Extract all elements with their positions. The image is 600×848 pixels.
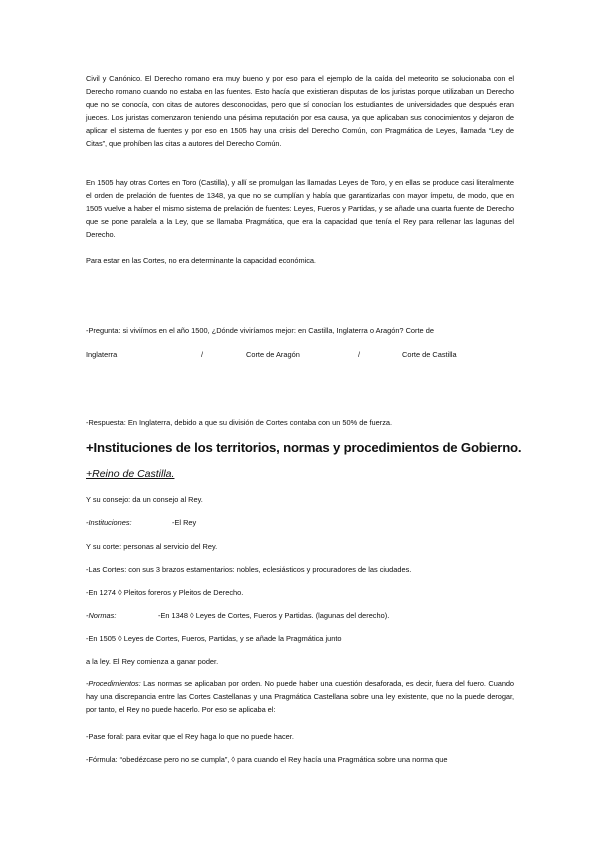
item-instituciones-value: -El Rey <box>172 518 197 527</box>
item-formula: -Fórmula: “obedézcase pero no se cumpla”, ◊ para cuando el Rey hacía una Pragmática sobre una norma que <box>86 755 448 764</box>
item-instituciones-label: -Instituciones: <box>86 518 132 527</box>
item-corte: Y su corte: personas al servicio del Rey. <box>86 542 218 551</box>
item-normas-label: -Normas: <box>86 611 117 620</box>
item-las-cortes: -Las Cortes: con sus 3 brazos estamentarios: nobles, eclesiásticos y procuradores de las ciudades. <box>86 565 412 574</box>
paragraph-cortes: Para estar en las Cortes, no era determinante la capacidad económica. <box>86 256 316 265</box>
question-line: -Pregunta: si viviímos en el año 1500, ¿Dónde viviríamos mejor: en Castilla, Inglaterra o Aragón? Corte de <box>86 326 434 335</box>
option-separator-2: / <box>358 350 361 359</box>
section-heading: +Instituciones de los territorios, normas y procedimientos de Gobierno. <box>86 440 522 455</box>
item-1505: -En 1505 ◊ Leyes de Cortes, Fueros, Partidas, y se añade la Pragmática junto <box>86 634 342 643</box>
option-inglaterra: Inglaterra <box>86 350 118 359</box>
item-1274: -En 1274 ◊ Pleitos foreros y Pleitos de Derecho. <box>86 588 244 597</box>
item-consejo: Y su consejo: da un consejo al Rey. <box>86 495 203 504</box>
option-castilla: Corte de Castilla <box>402 350 457 359</box>
item-normas-value: -En 1348 ◊ Leyes de Cortes, Fueros y Partidas. (lagunas del derecho). <box>158 611 390 620</box>
paragraph-leyes-de-toro: En 1505 hay otras Cortes en Toro (Castilla), y allí se promulgan las llamadas Leyes de Toro, y en ellas se produce casi literalmente el orden de prelación de fuentes de 1348, ya que no se cumplían y había que garantizarlas con mayor ímpetu, de modo, que en 1505 vuelve a haber el mismo sistema de prelación de fuentes: Leyes, Fueros y Partidas, y se añade una cuarta fuente de Derecho que se pone paralela a la Ley, que se llamaba Pragmática, que era la capacidad que tenía el Rey para rellenar las lagunas del Derecho. <box>86 178 514 239</box>
option-aragon: Corte de Aragón <box>246 350 300 359</box>
item-pase-foral: -Pase foral: para evitar que el Rey haga lo que no puede hacer. <box>86 732 294 741</box>
option-separator-1: / <box>201 350 204 359</box>
paragraph-derecho-romano: Civil y Canónico. El Derecho romano era muy bueno y por eso para el ejemplo de la caída del meteorito se solucionaba con el Derecho romano cuando no estaba en las fuentes. Esto hacía que existieran disputas de los juristas porque utilizaban un Derecho que no se conocía, con citas de autores desconocidas, pero que sí conocían los estudiantes de universidades que después eran jueces. Los juristas comenzaron teniendo una pésima reputación por esa causa, ya que aplicaban sus conocimientos y dejaron de aplicar el sistema de fuentes y por eso en 1505 hay una crisis del Derecho Común, con Pragmática de Leyes, llamada “Ley de Citas”, que prohíben las citas a autores del Derecho Común. <box>86 74 514 148</box>
subsection-heading: +Reino de Castilla. <box>86 468 175 480</box>
paragraph-procedimientos: -Procedimientos: Las normas se aplicaban por orden. No puede haber una cuestión desaforada, es decir, fuera del fuero. Cuando hay una discrepancia entre las Cortes Castellanas y una Pragmática Castellana sobre una ley existente, que no la puede derogar, por tanto, el Rey no puede hacerlo. Por eso se aplicaba el: <box>86 679 514 714</box>
answer-line: -Respuesta: En Inglaterra, debido a que su división de Cortes contaba con un 50% de fuerza. <box>86 418 393 427</box>
item-ley: a la ley. El Rey comienza a ganar poder. <box>86 657 219 666</box>
